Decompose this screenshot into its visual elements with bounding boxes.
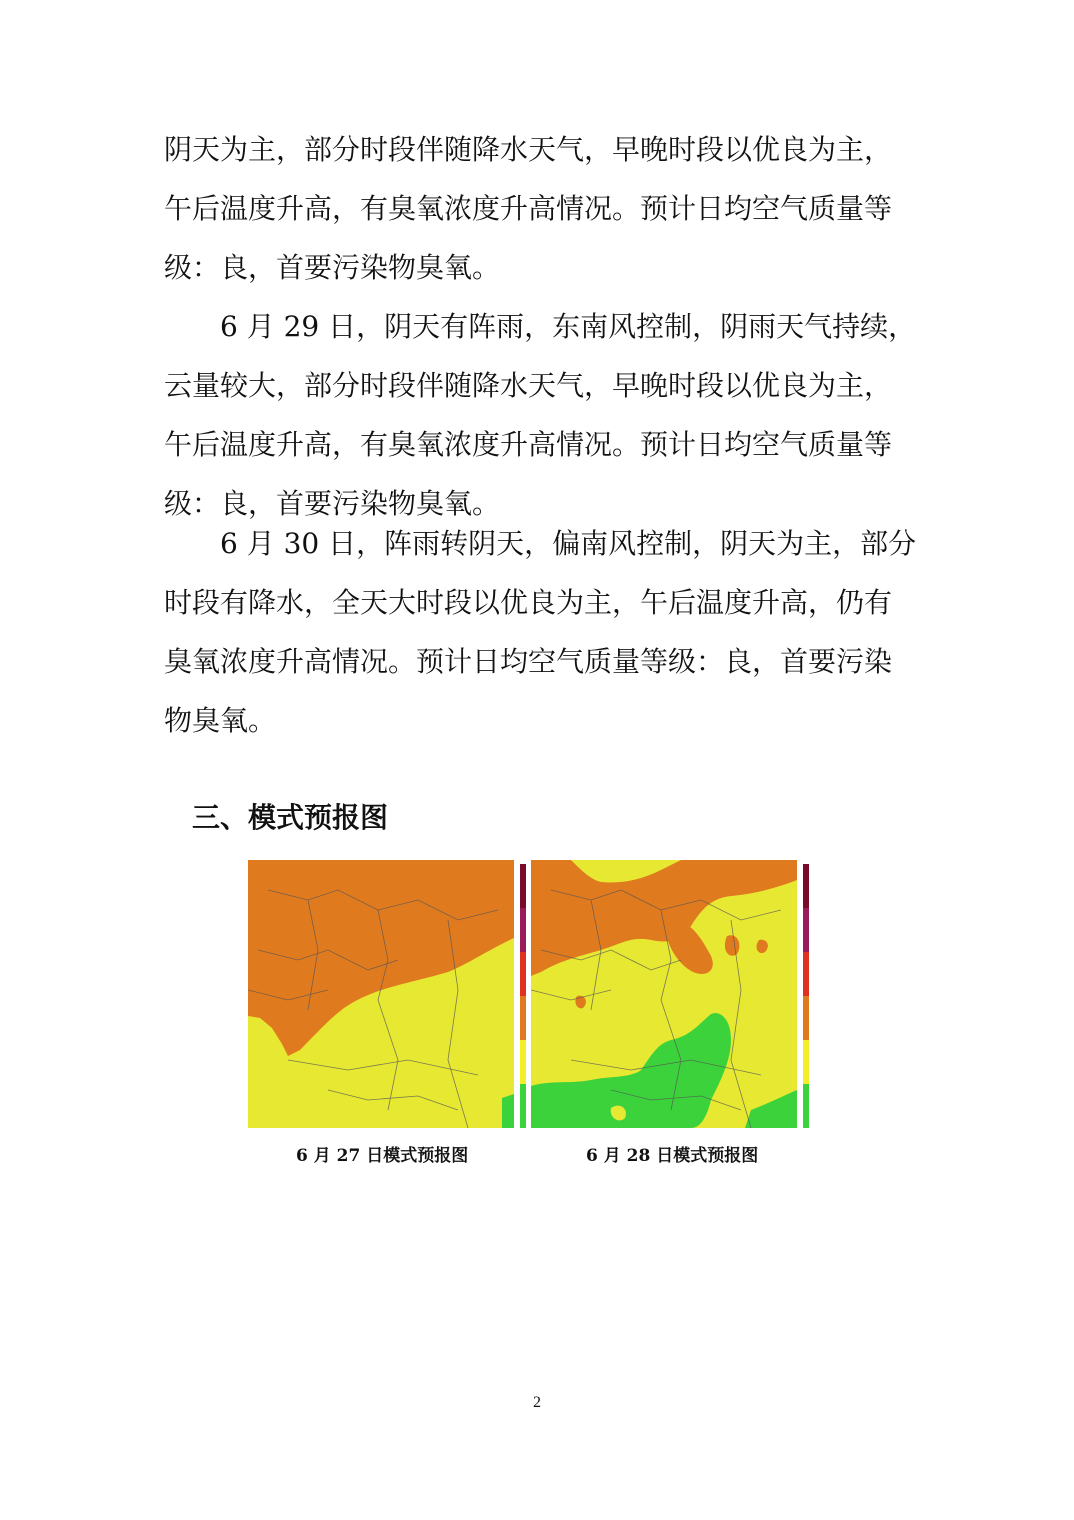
figure-caption-1: 6 月 27 日模式预报图 bbox=[296, 1146, 469, 1166]
paragraph-2 bbox=[164, 297, 916, 533]
paragraph-line: 阴天为主，部分时段伴随降水天气，早晚时段以优良为主， bbox=[164, 133, 893, 166]
forecast-map-2-image bbox=[531, 860, 813, 1128]
paragraph-line: 云量较大，部分时段伴随降水天气，早晚时段以优良为主， bbox=[164, 369, 893, 402]
paragraph-1 bbox=[164, 120, 916, 297]
paragraph-line: 时段有降水，全天大时段以优良为主，午后温度升高，仍有 bbox=[164, 586, 893, 619]
forecast-map-1-image bbox=[248, 860, 530, 1128]
paragraph-line: 午后温度升高，有臭氧浓度升高情况。预计日均空气质量等 bbox=[164, 428, 893, 461]
section-heading: 三、模式预报图 bbox=[192, 801, 389, 834]
paragraph-line: 级：良，首要污染物臭氧。 bbox=[164, 251, 501, 284]
paragraph-line: 物臭氧。 bbox=[164, 704, 277, 737]
paragraph-line: 臭氧浓度升高情况。预计日均空气质量等级：良，首要污染 bbox=[164, 645, 893, 678]
forecast-map-2 bbox=[531, 860, 813, 1128]
paragraph-line: 午后温度升高，有臭氧浓度升高情况。预计日均空气质量等 bbox=[164, 192, 893, 225]
paragraph-line: 级：良，首要污染物臭氧。 bbox=[164, 487, 501, 520]
figure-caption-2: 6 月 28 日模式预报图 bbox=[586, 1146, 759, 1166]
paragraph-line: 6 月 29 日，阴天有阵雨，东南风控制，阴雨天气持续， bbox=[220, 310, 917, 343]
paragraph-line: 6 月 30 日，阵雨转阴天，偏南风控制，阴天为主，部分 bbox=[220, 527, 917, 560]
forecast-map-1 bbox=[248, 860, 530, 1128]
paragraph-3 bbox=[164, 514, 916, 750]
page-number: 2 bbox=[533, 1394, 541, 1411]
